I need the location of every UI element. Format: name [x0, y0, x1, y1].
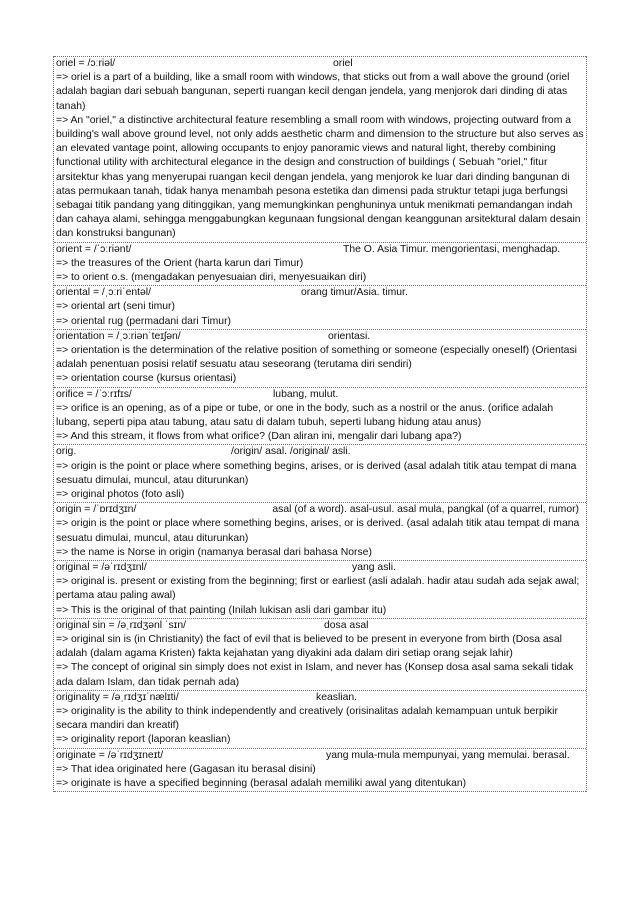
gloss: orang timur/Asia. timur.: [301, 287, 408, 299]
example-line: => orientation is the determination of the relative position of something or someone (especially oneself) (Orientasi adalah penentuan posisi relatif sesuatu atau seseorang (terutama diri sendiri): [56, 345, 577, 371]
example-line: => the treasures of the Orient (harta karun dari Timur): [56, 257, 304, 269]
gloss: yang asli.: [352, 562, 396, 574]
gloss: lubang, mulut.: [273, 388, 339, 400]
entry-head: [56, 503, 584, 517]
dictionary-entry: [54, 329, 586, 387]
dictionary-entry: [54, 502, 586, 560]
headword: orifice = /ˈɔːrɪfɪs/: [56, 388, 132, 400]
example-line: => original is. present or existing from the beginning; first or earliest (asli adalah. hadir atau sudah ada sejak awal; pertama atau paling awal): [56, 576, 580, 602]
example-line: => That idea originated here (Gagasan itu berasal disini): [56, 763, 316, 775]
example-line: => originality report (laporan keaslian): [56, 734, 231, 746]
dictionary-entry: [54, 690, 586, 748]
example-line: => oriental rug (permadani dari Timur): [56, 315, 231, 327]
example-line: => originate is have a specified beginning (berasal adalah memiliki awal yang ditentukan): [56, 778, 467, 789]
dictionary-entry: [54, 444, 586, 502]
example-line: => This is the original of that painting (Inilah lukisan asli dari gambar itu): [56, 604, 387, 616]
dictionary-entry: [54, 242, 586, 286]
entry-head: [56, 445, 584, 459]
entry-head: [56, 619, 584, 633]
headword: originate = /əˈrɪdʒɪneɪt/: [56, 749, 164, 761]
example-line: => orientation course (kursus orientasi): [56, 373, 237, 385]
example-line: => the name is Norse in origin (namanya berasal dari bahasa Norse): [56, 546, 372, 558]
headword: originality = /əˌrɪdʒɪˈnælɪti/: [56, 691, 179, 703]
entry-head: [56, 330, 584, 344]
example-line: => origin is the point or place where something begins, arises, or is derived (asal adalah titik atau tempat di mana sesuatu dimulai, muncul, atau diturunkan): [56, 460, 577, 486]
entry-head: [56, 286, 584, 300]
example-line: => to orient o.s. (mengadakan penyesuaian diri, menyesuaikan diri): [56, 272, 367, 284]
gloss: keaslian.: [316, 691, 358, 703]
dictionary-document: [53, 56, 587, 792]
example-line: => And this stream, it flows from what orifice? (Dan aliran ini, mengalir dari lubang apa?): [56, 431, 462, 443]
dictionary-entry: [54, 387, 586, 445]
headword: orient = /ˈɔːriənt/: [56, 243, 132, 255]
headword: orientation = /ˌɔːriənˈteɪʃən/: [56, 330, 181, 342]
entry-head: [56, 561, 584, 575]
entry-head: [56, 243, 584, 257]
example-line: => originality is the ability to think independently and creatively (orisinalitas adalah kemampuan untuk berpikir secara mandiri dan kreatif): [56, 706, 558, 732]
dictionary-entry: [54, 618, 586, 690]
gloss: The O. Asia Timur. mengorientasi, menghadap.: [343, 243, 561, 255]
headword: orig.: [56, 446, 77, 458]
entry-head: [56, 749, 584, 763]
example-line: => oriel is a part of a building, like a small room with windows, that sticks out from a wall above the ground (oriel adalah bagian dari sebuah bangunan, seperti ruangan kecil dengan jendela, yang menjorok dari dinding di atas tanah): [56, 72, 570, 112]
gloss: asal (of a word). asal-usul. asal mula, pangkal (of a quarrel, rumor): [272, 504, 580, 516]
entry-head: [56, 57, 584, 71]
headword: original sin = /əˌrɪdʒənl ˈsɪn/: [56, 619, 187, 631]
entry-head: [56, 691, 584, 705]
headword: origin = /ˈɒrɪdʒɪn/: [56, 504, 137, 516]
example-line: => origin is the point or place where something begins, arises, or is derived. (asal adalah titik atau tempat di mana sesuatu dimulai, muncul, atau diturunkan): [56, 518, 580, 544]
gloss: /origin/ asal. /original/ asli.: [231, 446, 351, 458]
entry-head: [56, 388, 584, 402]
dictionary-entry: [54, 56, 586, 242]
example-line: => An "oriel," a distinctive architectural feature resembling a small room with windows, projecting outward from a building's wall above ground level, not only adds aesthetic charm and dimension to the structure but also serves as an elevated vantage point, allowing occupants to enjoy panoramic views and natural light, thereby combining functional utility with architectural elegance in the design and construction of buildings ( Sebuah "oriel," fitur arsitektur khas yang menyerupai ruangan kecil dengan jendela, yang menjorok ke luar dari dinding bangunan di atas permukaan tanah, tidak hanya menambah pesona estetika dan dimensi pada struktur tetapi juga berfungsi sebagai titik pandang yang ditinggikan, yang memungkinkan penghuninya untuk menikmati pemandangan indah dan cahaya alami, sehingga menggabungkan kegunaan fungsional dengan keanggunan arsitektural dalam desain dan konstruksi bangunan): [56, 114, 584, 240]
headword: oriel = /ɔːriəl/: [56, 58, 116, 69]
gloss: oriel: [333, 58, 353, 69]
dictionary-entry: [54, 285, 586, 329]
gloss: yang mula-mula mempunyai, yang memulai. berasal.: [326, 749, 570, 761]
headword: oriental = /ˌɔːriˈentəl/: [56, 287, 151, 299]
gloss: orientasi.: [328, 330, 371, 342]
gloss: dosa asal: [324, 619, 369, 631]
headword: original = /əˈrɪdʒɪnl/: [56, 562, 147, 574]
dictionary-entry: [54, 560, 586, 618]
example-line: => original photos (foto asli): [56, 489, 185, 500]
example-line: => orifice is an opening, as of a pipe or tube, or one in the body, such as a nostril or the anus. (orifice adalah lubang, seperti pipa atau tabung, atau satu di dalam tubuh, seperti lubang hidung atau anus): [56, 402, 554, 428]
dictionary-entry: [54, 748, 586, 793]
example-line: => oriental art (seni timur): [56, 301, 175, 313]
example-line: => The concept of original sin simply does not exist in Islam, and never has (Konsep dosa asal sama sekali tidak ada dalam Islam, dan tidak pernah ada): [56, 662, 574, 688]
example-line: => original sin is (in Christianity) the fact of evil that is believed to be present in everyone from birth (Dosa asal adalah (dalam agama Kristen) fakta kejahatan yang diyakini ada dalam diri setiap orang sejak lahir): [56, 634, 562, 660]
